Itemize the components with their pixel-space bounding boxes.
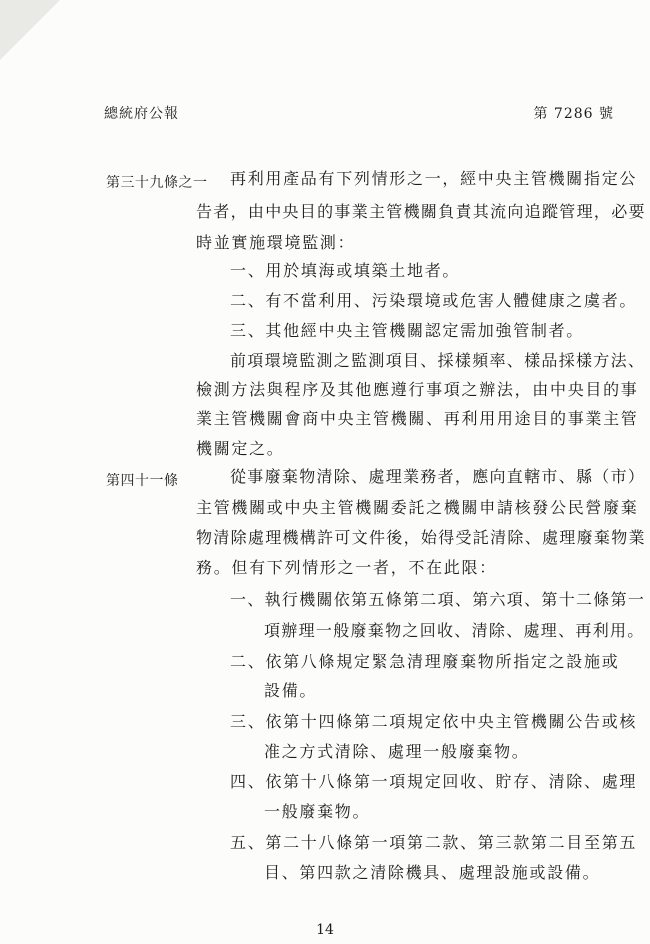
article-text-line: 物清除處理機構許可文件後，始得受託清除、處理廢棄物業 bbox=[196, 528, 646, 547]
list-item: 一、用於填海或填築土地者。 bbox=[230, 261, 461, 280]
article-label: 第三十九條之一 bbox=[106, 175, 208, 191]
article-text-line: 主管機關或中央主管機關委託之機關申請核發公民營廢棄 bbox=[196, 498, 639, 517]
article-text-line: 業主管機關會商中央主管機關、再利用用途目的事業主管 bbox=[196, 409, 639, 428]
list-item: 四、依第十八條第一項規定回收、貯存、清除、處理 bbox=[230, 772, 638, 791]
list-item: 三、依第十四條第二項規定依中央主管機關公告或核 bbox=[230, 712, 638, 731]
page-number: 14 bbox=[316, 922, 334, 938]
article-label: 第四十一條 bbox=[106, 473, 179, 489]
article-text-line: 檢測方法與程序及其他應遵行事項之辦法，由中央目的事 bbox=[196, 380, 639, 399]
publication-title: 總統府公報 bbox=[104, 106, 179, 122]
article-text-line: 告者，由中央目的事業主管機關負責其流向追蹤管理，必要 bbox=[196, 202, 646, 221]
list-item: 二、依第八條規定緊急清理廢棄物所指定之設施或 bbox=[230, 652, 620, 671]
list-item-continuation: 一般廢棄物。 bbox=[264, 802, 371, 821]
list-item-continuation: 目、第四款之清除機具、處理設施或設備。 bbox=[264, 863, 601, 882]
article-text-line: 時並實施環境監測： bbox=[196, 233, 356, 252]
article-text-line: 再利用產品有下列情形之一，經中央主管機關指定公 bbox=[230, 169, 638, 188]
list-item: 二、有不當利用、污染環境或危害人體健康之虞者。 bbox=[230, 291, 638, 310]
article-text-line: 從事廢棄物清除、處理業務者，應向直轄市、縣（市） bbox=[230, 467, 646, 486]
list-item: 五、第二十八條第一項第二款、第三款第二目至第五 bbox=[230, 833, 638, 852]
list-item-continuation: 設備。 bbox=[264, 681, 318, 700]
issue-number: 第 7286 號 bbox=[533, 106, 614, 122]
list-item: 三、其他經中央主管機關認定需加強管制者。 bbox=[230, 321, 585, 340]
list-item-continuation: 准之方式清除、處理一般廢棄物。 bbox=[264, 742, 530, 761]
list-item: 一、執行機關依第五條第二項、第六項、第十二條第一 bbox=[230, 590, 646, 609]
article-text-line: 務。但有下列情形之一者，不在此限： bbox=[196, 558, 497, 577]
article-text-line: 前項環境監測之監測項目、採樣頻率、樣品採樣方法、 bbox=[230, 351, 646, 370]
list-item-continuation: 項辦理一般廢棄物之回收、清除、處理、再利用。 bbox=[264, 621, 645, 640]
page-fold-corner bbox=[0, 0, 60, 60]
article-text-line: 機關定之。 bbox=[196, 439, 285, 458]
